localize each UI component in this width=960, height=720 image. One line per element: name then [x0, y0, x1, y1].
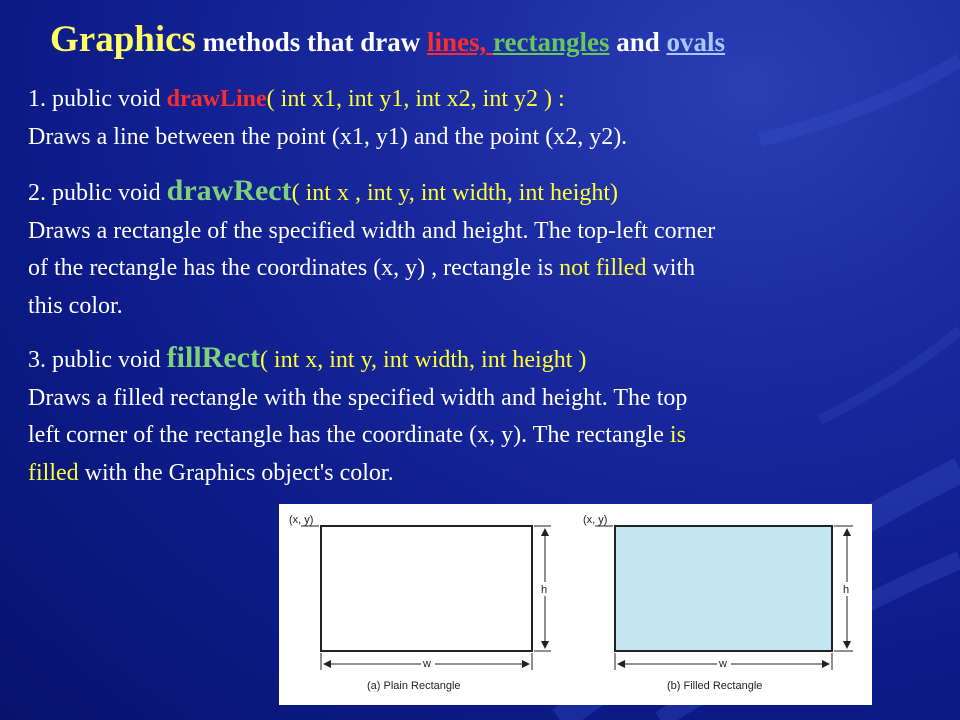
title-and: and [609, 27, 667, 57]
link-rectangles[interactable]: rectangles [493, 27, 610, 57]
plain-width-label: w [423, 658, 431, 670]
slide-title [50, 18, 955, 61]
item-drawline [28, 81, 928, 156]
filled-rectangle [615, 526, 832, 651]
link-lines[interactable]: lines, [426, 27, 493, 57]
filled-highlight: filled [28, 459, 79, 486]
link-ovals[interactable]: ovals [666, 27, 726, 57]
drawrect-desc-line2: of the rectangle has the coordinates (x, y) , rectangle is not filled with [28, 255, 696, 281]
plain-rectangle-diagram [289, 514, 551, 692]
item-fillrect [28, 339, 928, 492]
plain-caption: (a) Plain Rectangle [367, 680, 461, 692]
title-text: methods that draw [195, 27, 427, 57]
drawline-signature: 1. public void drawLine( int x1, int y1, int x2, int y2 ) : [28, 86, 565, 112]
fillrect-desc-line1: Draws a filled rectangle with the specified width and height. The top [28, 384, 688, 411]
item-drawrect [28, 172, 928, 325]
drawrect-desc-line1: Draws a rectangle of the specified width and height. The top-left corner [28, 217, 716, 244]
title-graphics-word: Graphics [50, 19, 196, 60]
is-highlight: is [669, 422, 686, 448]
fillrect-signature: 3. public void fillRect( int x, int y, int width, int height ) [28, 341, 587, 374]
drawrect-desc-line3: this color. [28, 292, 123, 319]
fillrect-method-name: fillRect [166, 341, 260, 374]
drawrect-method-name: drawRect [166, 174, 292, 207]
drawline-method-name: drawLine [166, 86, 267, 112]
plain-height-label: h [541, 584, 548, 596]
filled-height-label: h [843, 584, 850, 596]
rectangle-diagram-figure [279, 504, 872, 705]
filled-caption: (b) Filled Rectangle [667, 680, 763, 692]
fillrect-desc-line2: left corner of the rectangle has the coordinate (x, y). The rectangle is [28, 422, 686, 448]
fillrect-desc-line3: filled with the Graphics object's color. [28, 459, 394, 486]
plain-corner-label: (x, y) [289, 514, 314, 526]
drawline-params: ( int x1, int y1, int x2, int y2 ) : [266, 86, 565, 112]
rectangle-diagram-svg [279, 504, 872, 705]
drawline-description: Draws a line between the point (x1, y1) and the point (x2, y2). [28, 123, 628, 150]
fillrect-params: ( int x, int y, int width, int height ) [259, 347, 587, 373]
not-filled-highlight: not filled [559, 255, 647, 281]
filled-corner-label: (x, y) [583, 514, 608, 526]
drawrect-params: ( int x , int y, int width, int height) [291, 180, 619, 206]
plain-rectangle [321, 526, 532, 651]
filled-width-label: w [719, 658, 727, 670]
filled-rectangle-diagram [583, 514, 853, 692]
drawrect-signature: 2. public void drawRect( int x , int y, int width, int height) [28, 174, 619, 207]
